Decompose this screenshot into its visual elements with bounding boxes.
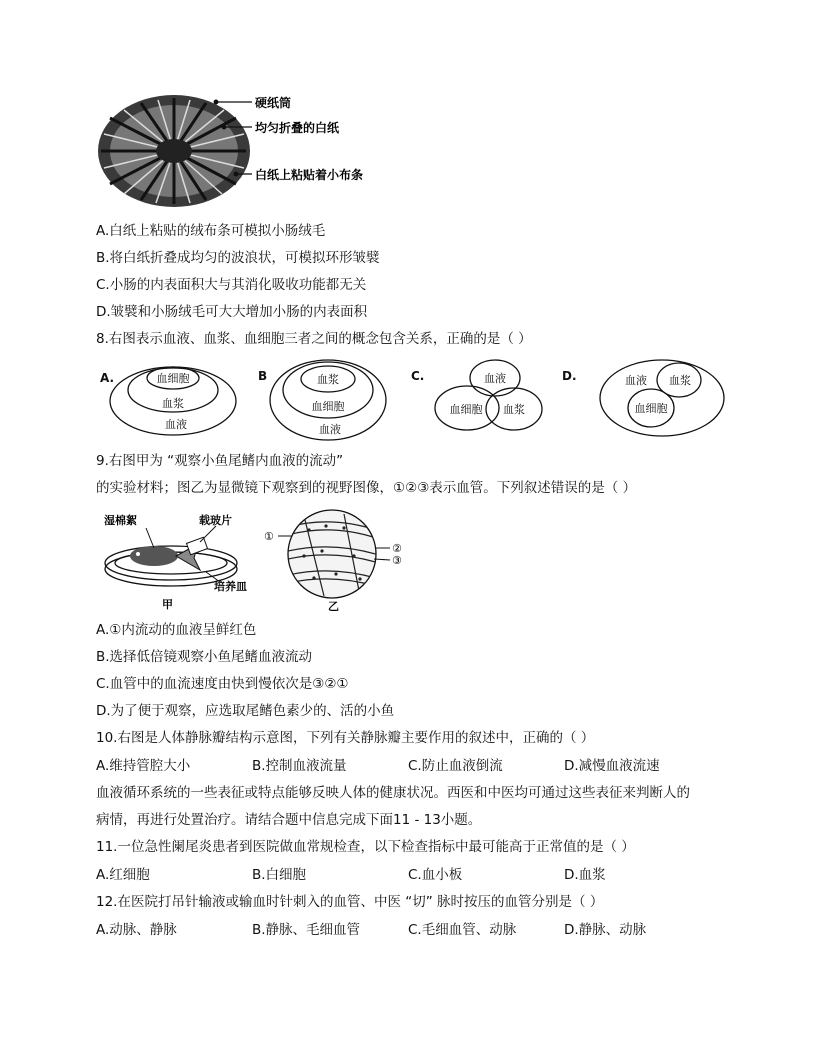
q10-option-c: C.防止血液倒流	[408, 758, 503, 774]
diagram-a-inner: 血细胞	[156, 372, 190, 385]
label-petri-dish: 培养皿	[214, 580, 247, 593]
folded-paper-cylinder-image	[98, 95, 250, 207]
diagram-a	[100, 367, 236, 435]
q12-option-d: D.静脉、动脉	[564, 922, 647, 938]
q8-stem: 8.右图表示血液、血浆、血细胞三者之间的概念包含关系，正确的是（ ）	[96, 331, 532, 347]
intro-line1: 血液循环系统的一些表征或特点能够反映人体的健康状况。西医和中医均可通过这些表征来判断人的	[96, 785, 690, 801]
q10-option-d: D.减慢血液流速	[564, 758, 660, 774]
diagram-b-inner: 血浆	[317, 373, 339, 386]
q9-option-b: B.选择低倍镜观察小鱼尾鳍血液流动	[96, 649, 313, 665]
q12-option-a: A.动脉、静脉	[96, 922, 177, 938]
q9-figure-jia	[96, 508, 266, 612]
q9-stem-line1: 9.右图甲为 “观察小鱼尾鳍内血液的流动”	[96, 453, 344, 469]
q8-concept-diagrams	[96, 358, 736, 442]
diagram-d-left: 血液	[625, 374, 647, 387]
diagram-d-right: 血浆	[669, 374, 691, 387]
diagram-a-middle: 血浆	[162, 397, 184, 410]
label-cloth-strips: 白纸上粘贴着小布条	[255, 168, 364, 182]
diagram-c-top: 血液	[484, 372, 506, 385]
vessel-mark-3: ③	[392, 554, 402, 567]
intestine-model-figure	[96, 88, 396, 218]
caption-yi: 乙	[328, 600, 339, 613]
q11-option-b: B.白细胞	[252, 867, 307, 883]
diagram-a-outer: 血液	[165, 418, 187, 431]
diagram-b-letter: B	[258, 369, 268, 383]
q9-option-a: A.①内流动的血液呈鲜红色	[96, 622, 257, 638]
diagram-a-letter: A.	[100, 371, 115, 385]
q9-option-d: D.为了便于观察，应选取尾鳍色素少的、活的小鱼	[96, 703, 395, 719]
label-folded-paper: 均匀折叠的白纸	[255, 121, 340, 135]
label-wet-cotton: 湿棉絮	[104, 514, 137, 527]
vessel-mark-1: ①	[264, 530, 274, 543]
q11-option-a: A.红细胞	[96, 867, 150, 883]
q9-stem-line2: 的实验材料；图乙为显微镜下观察到的视野图像，①②③表示血管。下列叙述错误的是（ ）	[96, 480, 637, 496]
q10-stem: 10.右图是人体静脉瓣结构示意图，下列有关静脉瓣主要作用的叙述中，正确的（ ）	[96, 730, 595, 746]
q7-option-a: A.白纸上粘贴的绒布条可模拟小肠绒毛	[96, 223, 326, 239]
diagram-b	[258, 360, 386, 440]
q12-stem: 12.在医院打吊针输液或输血时针刺入的血管、中医 “切” 脉时按压的血管分别是（ ）	[96, 894, 604, 910]
q9-option-c: C.血管中的血流速度由快到慢依次是③②①	[96, 676, 349, 692]
diagram-c-letter: C.	[411, 369, 425, 383]
intro-line2: 病情，再进行处置治疗。请结合题中信息完成下面11 - 13小题。	[96, 812, 482, 828]
q12-option-b: B.静脉、毛细血管	[252, 922, 361, 938]
label-cardboard-tube: 硬纸筒	[255, 96, 292, 110]
q7-option-c: C.小肠的内表面积大与其消化吸收功能都无关	[96, 277, 367, 293]
diagram-d	[562, 360, 724, 436]
diagram-c-left: 血细胞	[449, 403, 483, 416]
q12-option-c: C.毛细血管、动脉	[408, 922, 517, 938]
diagram-c	[411, 360, 542, 430]
diagram-d-letter: D.	[562, 369, 577, 383]
vessel-mark-2: ②	[392, 542, 402, 555]
q11-option-c: C.血小板	[408, 867, 463, 883]
q10-option-a: A.维持管腔大小	[96, 758, 191, 774]
q11-stem: 11.一位急性阑尾炎患者到医院做血常规检查，以下检查指标中最可能高于正常值的是（ ）	[96, 839, 635, 855]
q9-figure-yi	[264, 506, 414, 614]
diagram-d-bottom: 血细胞	[634, 402, 668, 415]
diagram-b-middle: 血细胞	[311, 400, 345, 413]
label-slide: 载玻片	[199, 514, 232, 527]
q7-option-b: B.将白纸折叠成均匀的波浪状，可模拟环形皱襞	[96, 250, 380, 266]
q7-option-d: D.皱襞和小肠绒毛可大大增加小肠的内表面积	[96, 304, 368, 320]
diagram-c-right: 血浆	[503, 403, 525, 416]
caption-jia: 甲	[162, 598, 173, 611]
q10-option-b: B.控制血液流量	[252, 758, 347, 774]
diagram-b-outer: 血液	[319, 423, 341, 436]
q11-option-d: D.血浆	[564, 867, 606, 883]
